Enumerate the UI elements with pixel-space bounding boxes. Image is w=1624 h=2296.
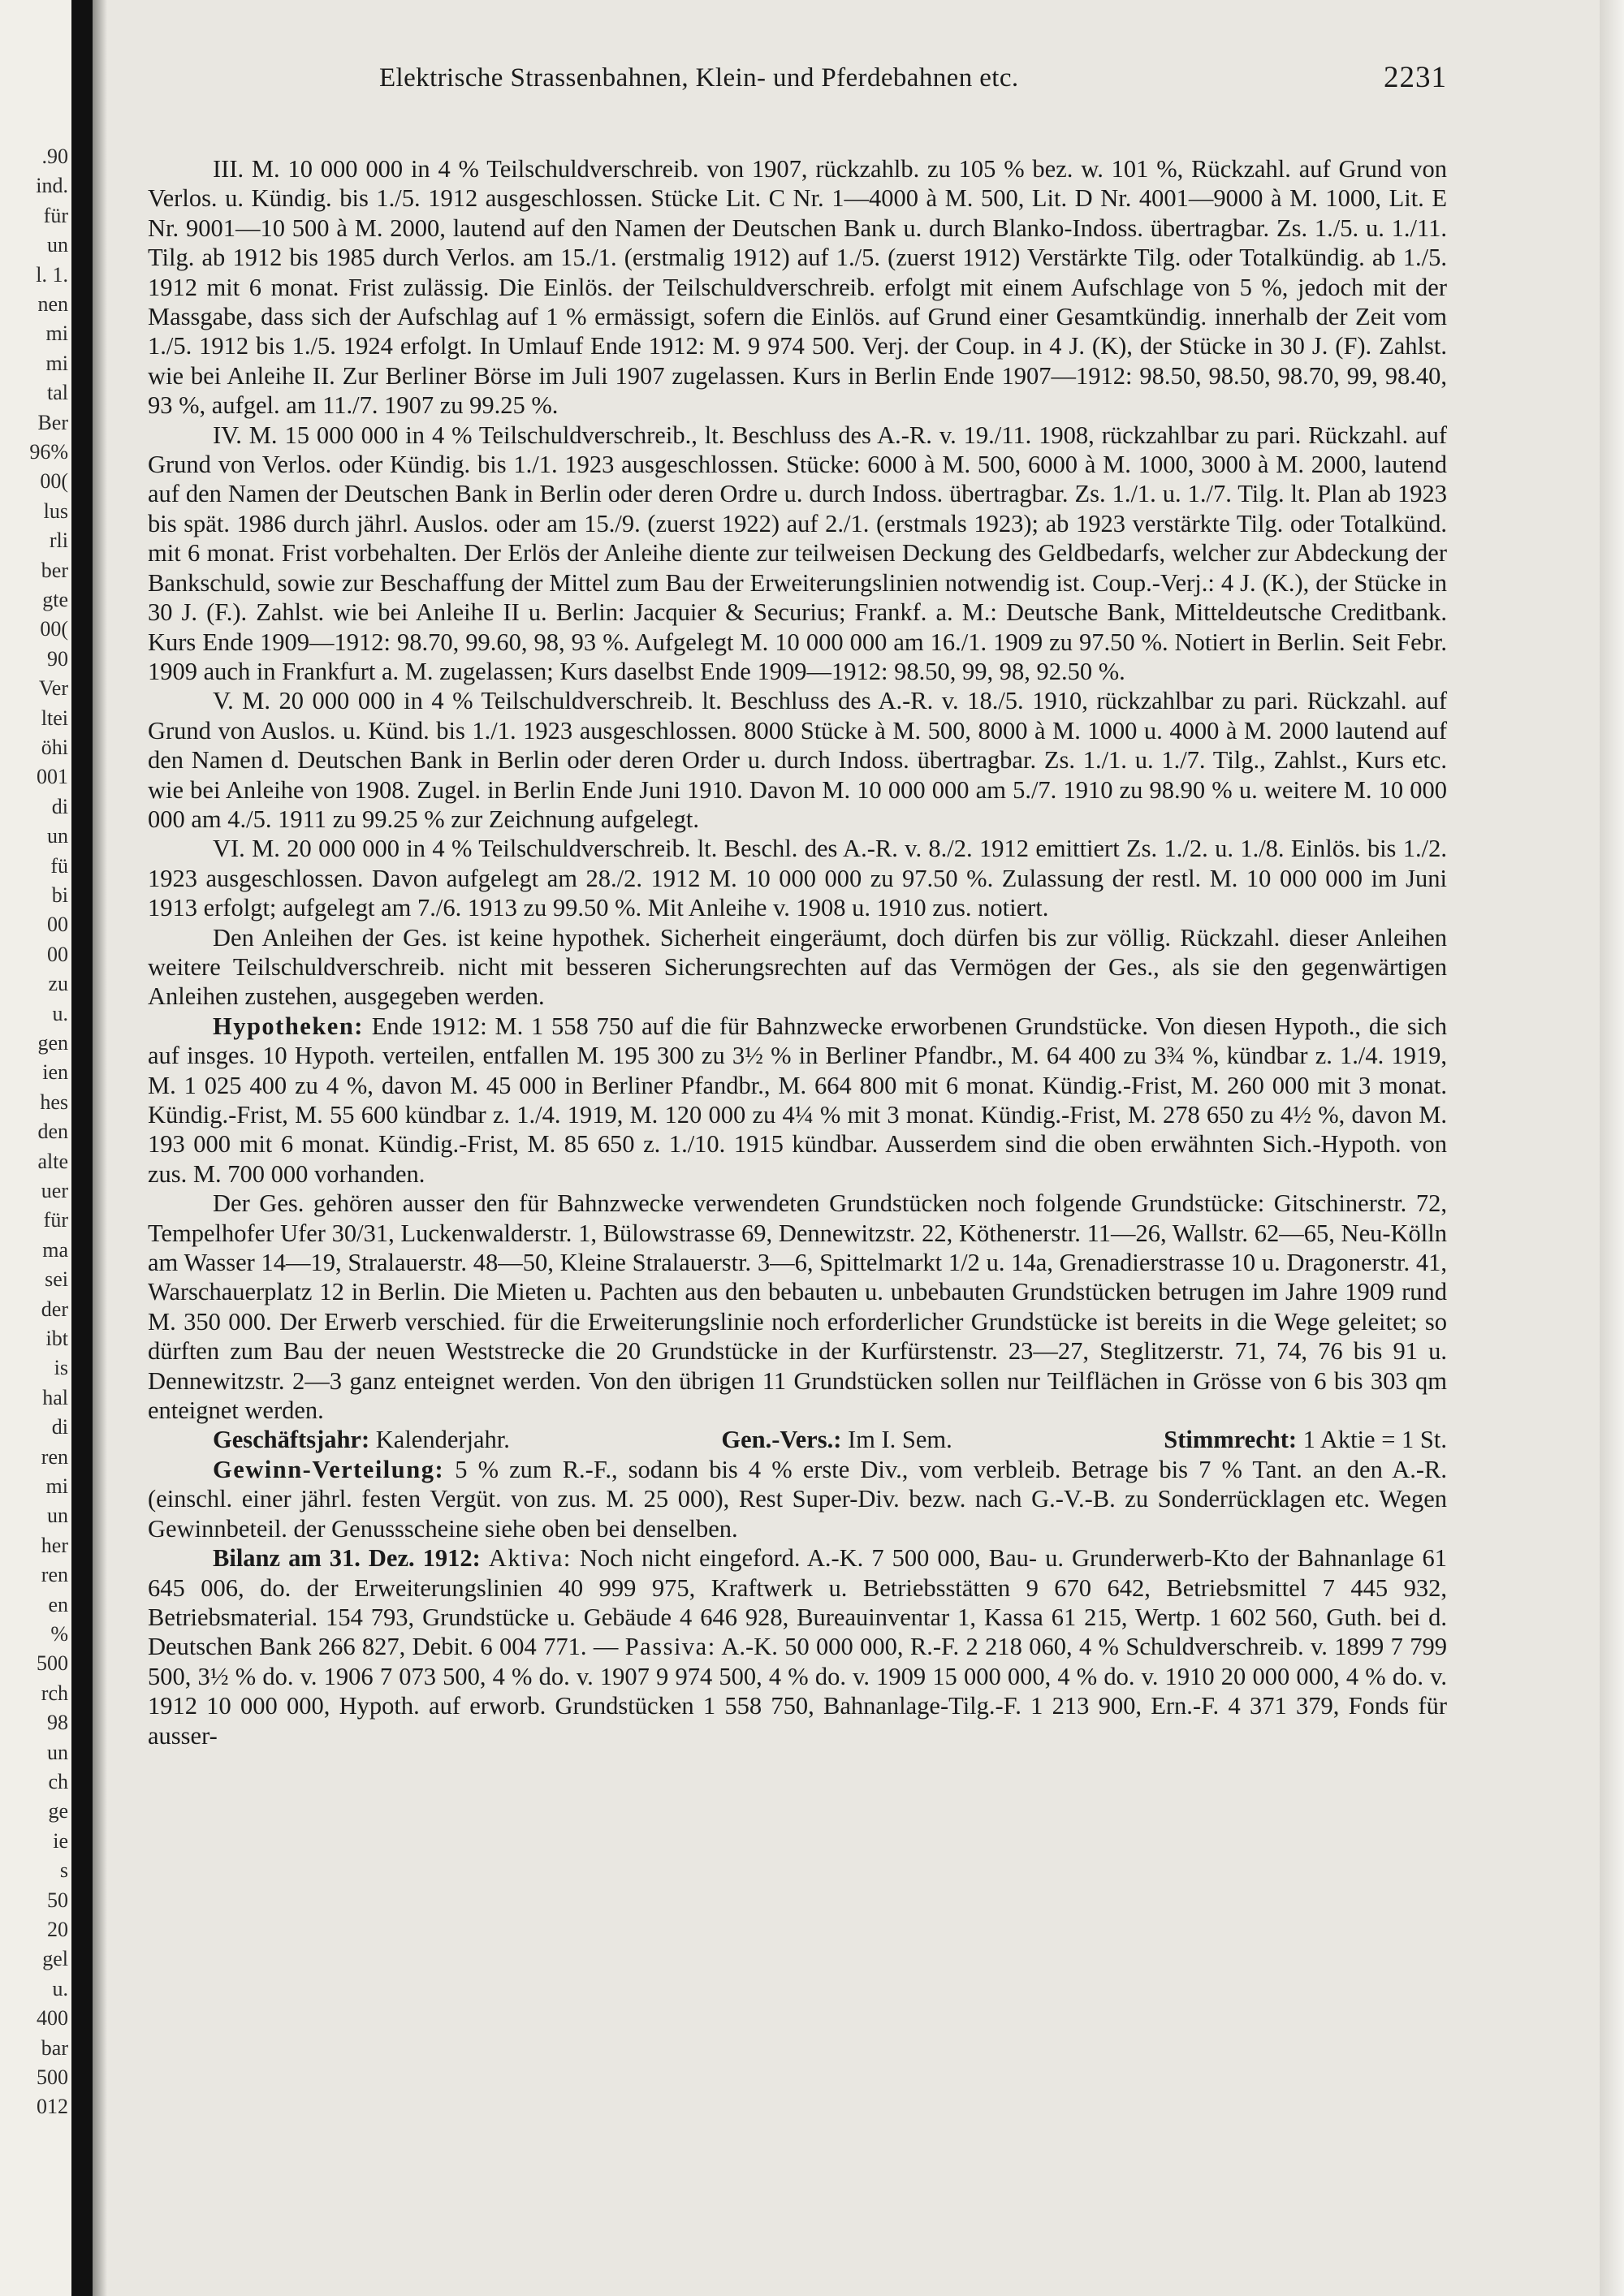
bilanz-label: Bilanz am 31. Dez. 1912:	[213, 1544, 481, 1573]
margin-fragment: 96%	[29, 440, 68, 464]
paragraph-geschaeftsjahr	[148, 1425, 1447, 1454]
margin-fragment: nen	[37, 292, 68, 316]
margin-fragment: ibt	[45, 1327, 68, 1350]
binding-gradient	[93, 0, 107, 2296]
margin-fragment: un	[47, 1504, 68, 1528]
bilanz-passiva: A.-K. 50 000 000, R.-F. 2 218 060, 4 % Schuldverschreib. v. 1899 7 799 500, 3½ % do. v. 1906 7 073 500, 4 % do. v. 1907 9 974 500, 4 % do. v. 1909 15 000 000, 4 % do. v. 1910 20 000 000, 4 % do. v. 1912 10 000 000, Hypoth. auf erworb. Grundstücken 1 558 750, Bahnanlage-Tilg.-F. 1 213 900, Ern.-F. 4 371 379, Fonds für ausser-	[148, 1633, 1447, 1750]
margin-fragment: ge	[48, 1799, 68, 1823]
margin-fragment: gte	[42, 588, 68, 611]
margin-fragment: s	[59, 1858, 68, 1883]
margin-fragment: en	[48, 1592, 68, 1616]
geschaeftsjahr-entry	[213, 1425, 510, 1454]
margin-fragment: für	[43, 203, 68, 227]
margin-fragment: ind.	[36, 174, 68, 198]
margin-fragment: hal	[42, 1385, 68, 1409]
document-body	[148, 154, 1447, 1750]
bilanz-aktiva: Noch nicht eingeford. A.-K. 7 500 000, Bau- u. Grunderwerb-Kto der Bahnanlage 61 645 006, do. der Erweiterungslinien 40 999 975, Kraftwerk u. Betriebsstätten 9 670 642, Betriebsmittel 7 445 932, Betriebsmaterial. 154 793, Grundstücke u. Gebäude 4 646 928, Bureauinventar 1, Kassa 61 215, Wertp. 1 602 560, Guth. bei d. Deutschen Bank 266 827, Debit. 6 004 771. —	[148, 1544, 1447, 1661]
margin-fragment: fü	[50, 853, 68, 878]
margin-fragment: u.	[52, 1976, 68, 2000]
margin-fragment: di	[51, 794, 68, 818]
margin-fragment: 50	[47, 1888, 68, 1912]
margin-fragment: bar	[41, 2035, 68, 2060]
genvers-entry	[721, 1425, 952, 1454]
margin-fragment: sei	[45, 1267, 68, 1292]
margin-fragment: den	[37, 1120, 68, 1144]
gewinn-label: Gewinn-Verteilung:	[213, 1455, 445, 1483]
margin-fragment: alte	[37, 1149, 68, 1173]
margin-fragment: Ver	[38, 676, 68, 701]
geschaeftsjahr-value: Kalenderjahr.	[375, 1426, 510, 1454]
paragraph-sicherheit: Den Anleihen der Ges. ist keine hypothek. Sicherheit eingeräumt, doch dürfen bis zur völlig. Rückzahl. dieser Anleihen weitere Teilschuldverschreib. nicht mit besseren Sicherungsrechten auf das Vermögen der Ges., als sie den gegenwärtigen Anleihen zustehen, ausgegeben werden.	[148, 923, 1447, 1011]
page-content	[148, 57, 1447, 1750]
margin-fragment: tal	[47, 381, 68, 405]
aktiva-label: Aktiva:	[488, 1544, 572, 1573]
margin-fragment: ber	[41, 558, 68, 582]
margin-fragment: 012	[37, 2095, 68, 2119]
geschaeftsjahr-label: Geschäftsjahr:	[213, 1426, 370, 1454]
margin-fragment: 500	[37, 1651, 68, 1676]
margin-fragment: lus	[43, 498, 68, 523]
margin-fragment: ch	[48, 1770, 68, 1793]
margin-fragment: 98	[47, 1711, 68, 1735]
margin-fragment: 00(	[40, 617, 68, 641]
margin-fragment: mi	[45, 1474, 68, 1498]
margin-fragment: hes	[40, 1090, 68, 1114]
page-number: 2231	[1384, 61, 1447, 94]
paragraph-anleihe-iv: IV. M. 15 000 000 in 4 % Teilschuldverschreib., lt. Beschluss des A.-R. v. 19./11. 1908, rückzahlbar zu pari. Rückzahl. auf Grund von Verlos. oder Kündig. bis 1./1. 1923 ausgeschlossen. Stücke: 6000 à M. 500, 6000 à M. 1000, 3000 à M. 2000, lautend auf den Namen der Deutschen Bank in Berlin oder deren Ordre u. durch Indoss. übertragbar. Zs. 1./1. u. 1./7. Tilg. lt. Plan ab 1923 bis spät. 1986 durch jährl. Auslos. oder am 15./9. (zuerst 1922) auf 2./1. (erstmals 1923); ab 1923 verstärkte Tilg. oder Totalkünd. mit 6 monat. Frist vorbehalten. Der Erlös der Anleihe diente zur teilweisen Deckung des Geldbedarfs, welcher zur Abdeckung der Bankschuld, sowie zur Beschaffung der Mittel zum Bau der Erweiterungslinien notwendig ist. Coup.-Verj.: 4 J. (K.), der Stücke in 30 J. (F.). Zahlst. wie bei Anleihe II u. Berlin: Jacquier & Securius; Frankf. a. M.: Deutsche Bank, Mitteldeutsche Creditbank. Kurs Ende 1909—1912: 98.70, 99.60, 98, 93 %. Aufgelegt M. 10 000 000 am 16./1. 1909 zu 97.50 %. Notiert in Berlin. Seit Febr. 1909 auch in Frankfurt a. M. zugelassen; Kurs daselbst Ende 1909—1912: 98.50, 99, 98, 92.50 %.	[148, 421, 1447, 685]
margin-fragment: gel	[42, 1947, 68, 1971]
genvers-label: Gen.-Vers.:	[721, 1426, 842, 1454]
margin-fragment: ie	[53, 1828, 68, 1853]
margin-fragment: ltei	[41, 706, 68, 730]
paragraph-hypotheken	[148, 1012, 1447, 1189]
running-title: Elektrische Strassenbahnen, Klein- und Pferdebahnen etc.	[379, 63, 1019, 93]
margin-fragment: un	[47, 233, 68, 257]
margin-fragment: mi	[45, 322, 68, 346]
margin-fragment: ma	[42, 1237, 68, 1262]
margin-fragment: 20	[47, 1918, 68, 1941]
paragraph-gewinn-verteilung	[148, 1455, 1447, 1543]
hypotheken-text: Ende 1912: M. 1 558 750 auf die für Bahnzwecke erworbenen Grundstücke. Von diesen Hypoth., die sich auf insges. 10 Hypoth. verteilen, entfallen M. 195 300 zu 3½ % in Berliner Pfandbr., M. 64 400 zu 3¾ %, kündbar z. 1./4. 1919, M. 1 025 400 zu 4 %, davon M. 45 000 in Berliner Pfandbr., M. 664 800 mit 6 monat. Kündig.-Frist, M. 260 000 mit 3 monat. Kündig.-Frist, M. 55 600 kündbar z. 1./4. 1919, M. 120 000 zu 4¼ % mit 3 monat. Kündig.-Frist, M. 278 650 zu 4½ %, davon M. 193 000 mit 6 monat. Kündig.-Frist, M. 85 650 z. 1./10. 1915 kündbar. Ausserdem sind die oben erwähnten Sich.-Hypoth. von zus. M. 700 000 vorhanden.	[148, 1012, 1447, 1188]
margin-fragment: für	[43, 1208, 68, 1232]
margin-fragment: 400	[37, 2006, 68, 2031]
margin-fragment: u.	[52, 1001, 68, 1025]
margin-fragment: is	[54, 1356, 68, 1380]
margin-fragment: 00	[47, 913, 68, 937]
margin-fragment: öhi	[41, 736, 68, 759]
margin-fragment: gen	[37, 1031, 68, 1055]
margin-fragment: 90	[47, 646, 68, 671]
margin-fragment: zu	[48, 972, 68, 996]
paragraph-anleihe-iii: III. M. 10 000 000 in 4 % Teilschuldverschreib. von 1907, rückzahlb. zu 105 % bez. w. 101 %, Rückzahl. auf Grund von Verlos. u. Kündig. bis 1./5. 1912 ausgeschlossen. Stücke Lit. C Nr. 1—4000 à M. 500, Lit. D Nr. 4001—9000 à M. 1000, Lit. E Nr. 9001—10 500 à M. 2000, lautend auf den Namen der Deutschen Bank u. durch Blanko-Indoss. übertragbar. Zs. 1./5. u. 1./11. Tilg. ab 1912 bis 1985 durch Verlos. am 15./1. (erstmalig 1912) auf 1./5. (zuerst 1912) Verstärkte Tilg. oder Totalkündig. ab 1./5. 1912 mit 6 monat. Frist zulässig. Die Einlös. der Teilschuldverschreib. erfolgt mit einem Aufschlage von 5 %, jedoch mit der Massgabe, dass sich der Aufschlag auf 1 % ermässigt, sofern die Einlös. auf Grund einer Gesamtkündig. innerhalb der Zeit vom 1./5. 1912 bis 1./5. 1924 erfolgt. In Umlauf Ende 1912: M. 9 974 500. Verj. der Coup. in 4 J. (K), der Stücke in 30 J. (F). Zahlst. wie bei Anleihe II. Zur Berliner Börse im Juli 1907 zugelassen. Kurs in Berlin Ende 1907—1912: 98.50, 98.50, 98.70, 99, 98.40, 93 %, aufgel. am 11./7. 1907 zu 99.25 %.	[148, 155, 1447, 420]
margin-fragment: un	[47, 824, 68, 848]
paragraph-anleihe-vi: VI. M. 20 000 000 in 4 % Teilschuldverschreib. lt. Beschl. des A.-R. v. 8./2. 1912 emittiert Zs. 1./2. u. 1./8. Einlös. bis 1./2. 1923 ausgeschlossen. Davon aufgelegt am 28./2. 1912 M. 10 000 000 zu 97.50 %. Zulassung der restl. M. 10 000 000 im Juni 1913 erfolgt; aufgelegt am 7./6. 1913 zu 99.50 %. Mit Anleihe v. 1908 u. 1910 zus. notiert.	[148, 835, 1447, 922]
stimmrecht-label: Stimmrecht:	[1164, 1426, 1298, 1454]
gewinn-text: 5 % zum R.-F., sodann bis 4 % erste Div., vom verbleib. Betrage bis 7 % Tant. an den A.-R. (einschl. einer jährl. festen Vergüt. von zus. M. 25 000), Rest Super-Div. bezw. nach G.-V.-B. zu Sonderrücklagen etc. Wegen Gewinnbeteil. der Genussscheine siehe oben bei denselben.	[148, 1455, 1448, 1543]
margin-fragment: rch	[41, 1681, 68, 1705]
running-header	[148, 57, 1447, 107]
margin-fragment: 00(	[40, 469, 68, 494]
stimmrecht-entry	[1164, 1425, 1447, 1454]
margin-fragment: ren	[41, 1563, 68, 1587]
margin-fragment: un	[47, 1740, 68, 1764]
margin-fragment: der	[41, 1297, 68, 1321]
hypotheken-label: Hypotheken:	[213, 1012, 364, 1040]
margin-fragment: di	[51, 1415, 68, 1439]
margin-fragment: 00	[47, 942, 68, 966]
paragraph-grundstuecke: Der Ges. gehören ausser den für Bahnzwecke verwendeten Grundstücken noch folgende Grundstücke: Gitschinerstr. 72, Tempelhofer Ufer 30/31, Luckenwalderstr. 1, Bülowstrasse 69, Dennewitzstr. 22, Köthenerstr. 11—26, Wallstr. 62—65, Neu-Kölln am Wasser 14—19, Stralauerstr. 48—50, Kleine Stralauerstr. 3—6, Spittelmarkt 1/2 u. 14a, Grenadierstrasse 10 u. Dragonerstr. 41, Warschauerplatz 12 in Berlin. Die Mieten u. Pachten aus den bebauten u. unbebauten Grundstücken betrugen im Jahre 1909 rund M. 350 000. Der Erwerb verschied. für die Erweiterungslinie noch erforderlicher Grundstücke ist bereits in die Wege geleitet; so dürften zum Bau der neuen Weststrecke die 20 Grundstücke in der Kurfürstenstr. 23—27, Steglitzerstr. 71, 74, 76 bis 91 u. Dennewitzstr. 2—3 ganz enteignet werden. Von den übrigen 11 Grundstücken sollen nur Teilflächen in Grösse von 6 bis 303 qm enteignet werden.	[148, 1189, 1447, 1425]
margin-fragment: her	[41, 1533, 68, 1557]
margin-fragment: uer	[41, 1179, 68, 1202]
margin-fragment: rli	[49, 529, 68, 553]
margin-fragment: ien	[42, 1060, 68, 1085]
paragraph-anleihe-v: V. M. 20 000 000 in 4 % Teilschuldverschreib. lt. Beschluss des A.-R. v. 18./5. 1910, rückzahlbar zu pari. Rückzahl. auf Grund von Auslos. u. Künd. bis 1./1. 1923 ausgeschlossen. 8000 Stücke à M. 500, 8000 à M. 1000 u. 4000 à M. 2000 lautend auf den Namen d. Deutschen Bank in Berlin oder deren Order u. durch Indoss. übertragbar. Zs. 1./1. u. 1./7. Tilg., Zahlst., Kurs etc. wie bei Anleihe von 1908. Zugel. in Berlin Ende Juni 1910. Davon M. 10 000 000 am 5./7. 1910 zu 98.90 % u. weitere M. 10 000 000 am 4./5. 1911 zu 99.25 % zur Zeichnung aufgelegt.	[148, 687, 1447, 833]
stimmrecht-value: 1 Aktie = 1 St.	[1302, 1426, 1447, 1454]
margin-fragment: l. 1.	[36, 262, 68, 287]
margin-fragment: %	[50, 1622, 68, 1646]
margin-fragment: bi	[51, 883, 68, 907]
genvers-value: Im I. Sem.	[848, 1426, 952, 1454]
margin-fragment: Ber	[37, 410, 68, 434]
left-page-margin-fragments	[0, 0, 71, 2296]
margin-fragment: ren	[41, 1444, 68, 1469]
margin-fragment: .90	[41, 145, 68, 168]
margin-fragment: 500	[37, 2065, 68, 2089]
margin-fragment: 001	[37, 765, 68, 789]
passiva-label: Passiva:	[624, 1633, 716, 1661]
right-page-edge	[1600, 0, 1624, 2296]
paragraph-bilanz	[148, 1543, 1447, 1750]
book-binding-shadow	[71, 0, 93, 2296]
margin-fragment: mi	[45, 351, 68, 375]
